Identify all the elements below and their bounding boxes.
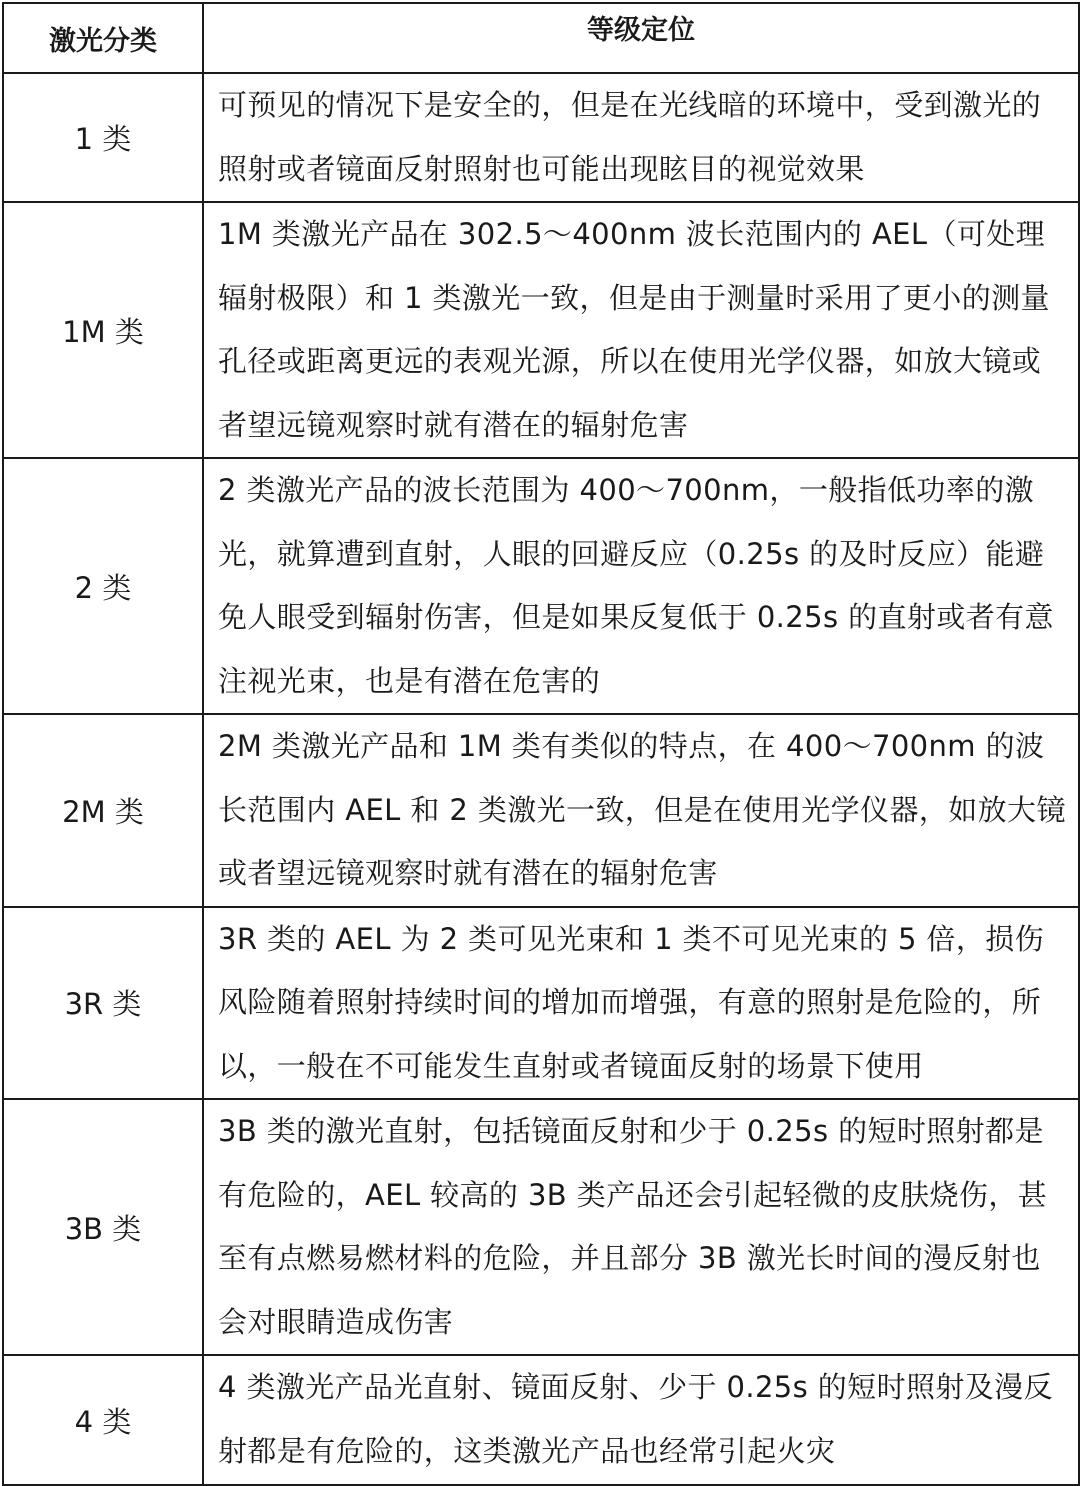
table-header-row [3,3,1079,73]
class-cell: 1M 类 [3,202,203,458]
table-row [3,73,1079,202]
laser-classification-table [2,2,1080,1486]
table-row [3,907,1079,1100]
table-row [3,1099,1079,1355]
table-row [3,714,1079,907]
class-cell: 4 类 [3,1355,203,1485]
table-row [3,1355,1079,1485]
description-cell: 3R 类的 AEL 为 2 类可见光束和 1 类不可见光束的 5 倍，损伤风险随着照射持续时间的增加而增强，有意的照射是危险的，所以，一般在不可能发生直射或者镜面反射的场景下使用 [203,907,1079,1100]
description-cell: 可预见的情况下是安全的，但是在光线暗的环境中，受到激光的照射或者镜面反射照射也可能出现眩目的视觉效果 [203,73,1079,202]
class-cell: 3B 类 [3,1099,203,1355]
header-laser-class: 激光分类 [3,3,203,73]
description-cell: 3B 类的激光直射，包括镜面反射和少于 0.25s 的短时照射都是有危险的，AEL 较高的 3B 类产品还会引起轻微的皮肤烧伤，甚至有点燃易燃材料的危险，并且部分 3B 激光长时间的漫反射也会对眼睛造成伤害 [203,1099,1079,1355]
table-row [3,458,1079,714]
class-cell: 1 类 [3,73,203,202]
table-row [3,202,1079,458]
class-cell: 2M 类 [3,714,203,907]
description-cell: 2 类激光产品的波长范围为 400～700nm，一般指低功率的激光，就算遭到直射，人眼的回避反应（0.25s 的及时反应）能避免人眼受到辐射伤害，但是如果反复低于 0.25s 的直射或者有意注视光束，也是有潜在危害的 [203,458,1079,714]
class-cell: 2 类 [3,458,203,714]
class-cell: 3R 类 [3,907,203,1100]
description-cell: 4 类激光产品光直射、镜面反射、少于 0.25s 的短时照射及漫反射都是有危险的，这类激光产品也经常引起火灾 [203,1355,1079,1485]
description-cell: 1M 类激光产品在 302.5～400nm 波长范围内的 AEL（可处理辐射极限）和 1 类激光一致，但是由于测量时采用了更小的测量孔径或距离更远的表观光源，所以在使用光学仪器，如放大镜或者望远镜观察时就有潜在的辐射危害 [203,202,1079,458]
header-grade-definition: 等级定位 [203,3,1079,73]
description-cell: 2M 类激光产品和 1M 类有类似的特点，在 400～700nm 的波长范围内 AEL 和 2 类激光一致，但是在使用光学仪器，如放大镜或者望远镜观察时就有潜在的辐射危害 [203,714,1079,907]
